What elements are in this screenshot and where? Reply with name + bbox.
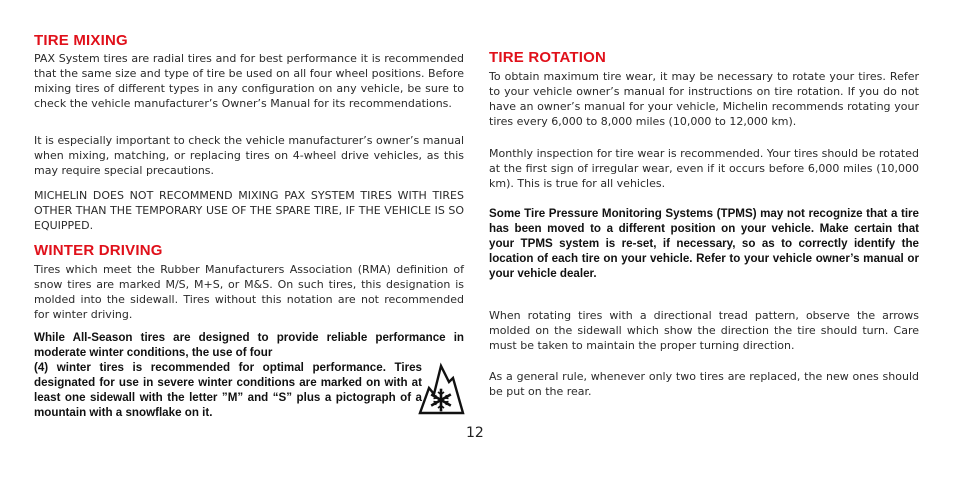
winter-driving-bold-paragraph-2: (4) winter tires is recommended for optimal performance. Tires designated for use in severe winter conditions are marked on with at least one sidewall with the letter ”M” and “S” plus a pictograph of a mountain with a snowflake on it.: [34, 361, 422, 420]
tire-mixing-heading: TIRE MIXING: [34, 32, 128, 49]
tire-mixing-paragraph-2: It is especially important to check the vehicle manufacturer’s owner’s manual when mixing, matching, or replacing tires on 4-wheel drive vehicles, as this may require special precautions.: [34, 134, 464, 178]
tire-rotation-heading: TIRE ROTATION: [489, 49, 607, 66]
tpms-warning-paragraph: Some Tire Pressure Monitoring Systems (TPMS) may not recognize that a tire has been moved to a different position on your vehicle. Make certain that your TPMS system is re-set, if necessary, so as to correctly identify the location of each tire on your vehicle. Refer to your vehicle owner’s manual or your vehicle dealer.: [489, 207, 919, 281]
tire-rotation-paragraph-3: When rotating tires with a directional tread pattern, observe the arrows molded on the sidewall which show the direction the tire should turn. Care must be taken to maintain the proper turning direction.: [489, 309, 919, 353]
winter-driving-heading: WINTER DRIVING: [34, 242, 163, 259]
tire-rotation-paragraph-2: Monthly inspection for tire wear is recommended. Your tires should be rotated at the first sign of irregular wear, even if it occurs before 6,000 miles (10,000 km). This is true for all vehicles.: [489, 147, 919, 191]
tire-mixing-paragraph-3: MICHELIN DOES NOT RECOMMEND MIXING PAX SYSTEM TIRES WITH TIRES OTHER THAN THE TEMPORARY USE OF THE SPARE TIRE, IF THE VEHICLE IS SO EQUIPPED.: [34, 189, 464, 233]
winter-driving-bold-paragraph-1: While All-Season tires are designed to provide reliable performance in moderate winter conditions, the use of four: [34, 331, 464, 360]
tire-rotation-paragraph-1: To obtain maximum tire wear, it may be necessary to rotate your tires. Refer to your vehicle owner’s manual for instructions on tire rotation. If you do not have an owner’s manual for your vehicle, Michelin recommends rotating your tires every 6,000 to 8,000 miles (10,000 to 12,000 km).: [489, 70, 919, 129]
tire-rotation-paragraph-4: As a general rule, whenever only two tires are replaced, the new ones should be put on the rear.: [489, 370, 919, 399]
tire-mixing-paragraph-1: PAX System tires are radial tires and for best performance it is recommended that the same size and type of tire be used on all four wheel positions. Before mixing tires of different types in any configuration on any vehicle, be sure to check the vehicle manufacturer’s Owner’s Manual for its recommendations.: [34, 52, 464, 111]
mountain-snowflake-icon: [417, 358, 465, 416]
page-number: 12: [466, 425, 484, 441]
winter-driving-paragraph-1: Tires which meet the Rubber Manufacturers Association (RMA) definition of snow tires are marked M/S, M+S, or M&S. On such tires, this designation is molded into the sidewall. Tires without this notation are not recommended for winter driving.: [34, 263, 464, 322]
